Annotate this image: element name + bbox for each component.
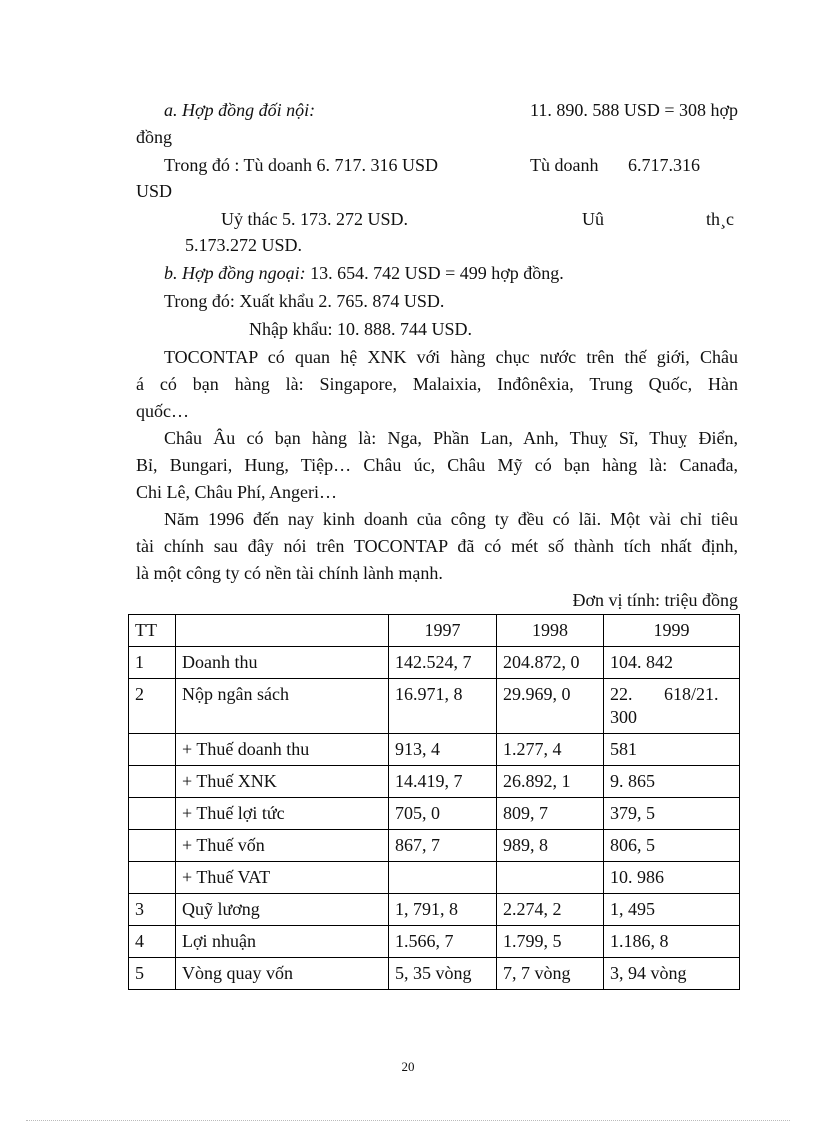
cell-indicator: + Thuế vốn <box>176 830 389 862</box>
cell-y1997: 913, 4 <box>389 734 497 766</box>
table-row <box>129 647 740 679</box>
header-tt: TT <box>129 615 176 647</box>
cell-y1997: 1.566, 7 <box>389 926 497 958</box>
cell-indicator: Quỹ lương <box>176 894 389 926</box>
paragraph-partners-europe-line-3: Chi Lê, Châu Phí, Angeri… <box>136 482 337 502</box>
cell-y1998: 7, 7 vòng <box>497 958 604 990</box>
cell-y1997: 16.971, 8 <box>389 679 497 734</box>
cell-y1997: 867, 7 <box>389 830 497 862</box>
cell-y1999: 10. 986 <box>604 862 740 894</box>
page-number: 20 <box>401 1059 415 1074</box>
cell-y1999: 22. 618/21. 300 <box>604 679 740 734</box>
unit-note: Đơn vị tính: triệu đồng <box>572 590 738 610</box>
cell-indicator: Doanh thu <box>176 647 389 679</box>
cell-indicator: + Thuế XNK <box>176 766 389 798</box>
paragraph-partners-europe-line-1: Châu Âu có bạn hàng là: Nga, Phần Lan, Anh, Thuỵ Sĩ, Thuỵ Điển, <box>164 428 738 448</box>
cell-y1999: 104. 842 <box>604 647 740 679</box>
table-row <box>129 926 740 958</box>
header-1999: 1999 <box>604 615 740 647</box>
paragraph-partners-asia-line-3: quốc… <box>136 401 189 421</box>
cell-tt <box>129 734 176 766</box>
cell-indicator: Lợi nhuận <box>176 926 389 958</box>
financial-indicators-table <box>128 614 740 990</box>
cell-indicator: + Thuế doanh thu <box>176 734 389 766</box>
paragraph-partners-asia-line-2: á có bạn hàng là: Singapore, Malaixia, Inđônêxia, Trung Quốc, Hàn <box>136 374 738 394</box>
domestic-contract-value: 11. 890. 588 USD = 308 hợp <box>529 100 738 120</box>
cell-y1999: 581 <box>604 734 740 766</box>
foreign-contract-line <box>164 262 564 284</box>
cell-tt <box>129 830 176 862</box>
cell-y1998: 29.969, 0 <box>497 679 604 734</box>
header-1998: 1998 <box>497 615 604 647</box>
domestic-detail-self-business: Trong đó : Tù doanh 6. 717. 316 USD <box>164 155 439 175</box>
table-row <box>129 830 740 862</box>
cell-tt: 4 <box>129 926 176 958</box>
cell-y1997 <box>389 862 497 894</box>
domestic-detail-entrusted: Uỷ thác 5. 173. 272 USD. <box>221 209 408 229</box>
header-1997: 1997 <box>389 615 497 647</box>
cell-tt <box>129 766 176 798</box>
page-bottom-divider <box>26 1120 790 1121</box>
cell-y1998: 2.274, 2 <box>497 894 604 926</box>
cell-indicator: + Thuế lợi tức <box>176 798 389 830</box>
foreign-contract-label: b. Hợp đồng ngoại: <box>164 263 306 283</box>
financial-table-body <box>129 615 740 990</box>
cell-y1999: 806, 5 <box>604 830 740 862</box>
cell-y1999: 3, 94 vòng <box>604 958 740 990</box>
cell-y1998: 26.892, 1 <box>497 766 604 798</box>
cell-tt: 1 <box>129 647 176 679</box>
paragraph-profit-line-1: Năm 1996 đến nay kinh doanh của công ty đều có lãi. Một vài chỉ tiêu <box>164 509 738 529</box>
cell-y1999: 9. 865 <box>604 766 740 798</box>
domestic-detail-entrusted-duplicate-a: Uû <box>582 209 604 229</box>
domestic-contract-label: a. Hợp đồng đối nội: <box>164 100 316 120</box>
foreign-contract-value: 13. 654. 742 USD = 499 hợp đồng. <box>310 263 564 283</box>
table-row <box>129 679 740 734</box>
cell-y1999: 1, 495 <box>604 894 740 926</box>
domestic-detail-entrusted-duplicate-b: th¸c <box>706 209 734 229</box>
table-row <box>129 734 740 766</box>
cell-y1997: 5, 35 vòng <box>389 958 497 990</box>
table-row <box>129 766 740 798</box>
cell-y1997: 1, 791, 8 <box>389 894 497 926</box>
foreign-detail-import: Nhập khẩu: 10. 888. 744 USD. <box>249 319 472 339</box>
cell-y1998: 204.872, 0 <box>497 647 604 679</box>
header-indicator <box>176 615 389 647</box>
cell-y1997: 142.524, 7 <box>389 647 497 679</box>
table-row <box>129 798 740 830</box>
cell-indicator: Vòng quay vốn <box>176 958 389 990</box>
cell-y1997: 705, 0 <box>389 798 497 830</box>
cell-y1998: 1.277, 4 <box>497 734 604 766</box>
cell-y1997: 14.419, 7 <box>389 766 497 798</box>
cell-y1999: 379, 5 <box>604 798 740 830</box>
cell-y1998: 809, 7 <box>497 798 604 830</box>
cell-y1999: 1.186, 8 <box>604 926 740 958</box>
domestic-detail-unit: USD <box>136 181 173 201</box>
table-row <box>129 862 740 894</box>
table-row <box>129 894 740 926</box>
cell-tt: 5 <box>129 958 176 990</box>
cell-y1998: 1.799, 5 <box>497 926 604 958</box>
cell-indicator: Nộp ngân sách <box>176 679 389 734</box>
cell-indicator: + Thuế VAT <box>176 862 389 894</box>
domestic-contract-continuation: đồng <box>136 127 172 147</box>
paragraph-profit-line-3: là một công ty có nền tài chính lành mạnh. <box>136 563 443 583</box>
cell-y1998 <box>497 862 604 894</box>
cell-y1998: 989, 8 <box>497 830 604 862</box>
table-header-row <box>129 615 740 647</box>
foreign-detail-export: Trong đó: Xuất khẩu 2. 765. 874 USD. <box>164 291 445 311</box>
cell-tt <box>129 862 176 894</box>
paragraph-partners-europe-line-2: Bỉ, Bungari, Hung, Tiệp… Châu úc, Châu Mỹ có bạn hàng là: Canađa, <box>136 455 738 475</box>
domestic-detail-entrusted-duplicate-value: 5.173.272 USD. <box>185 235 303 255</box>
domestic-detail-self-business-duplicate: Tù doanh <box>530 155 599 175</box>
domestic-detail-self-business-duplicate-value: 6.717.316 <box>628 155 700 175</box>
paragraph-partners-asia-line-1: TOCONTAP có quan hệ XNK với hàng chục nước trên thế giới, Châu <box>164 347 738 367</box>
cell-tt <box>129 798 176 830</box>
cell-tt: 3 <box>129 894 176 926</box>
paragraph-profit-line-2: tài chính sau đây nói trên TOCONTAP đã có mét số thành tích nhất định, <box>136 536 738 556</box>
cell-tt: 2 <box>129 679 176 734</box>
table-row <box>129 958 740 990</box>
